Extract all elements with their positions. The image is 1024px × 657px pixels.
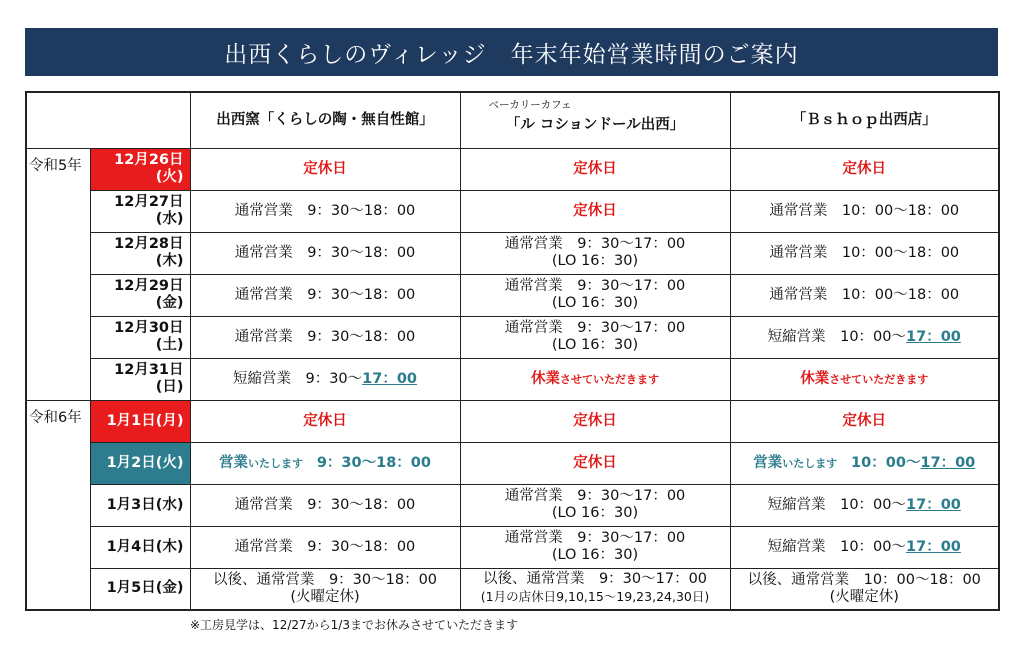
cell-pottery: 通常営業 9：30〜18：00: [190, 232, 460, 274]
era-label-r6: 令和6年: [26, 400, 90, 610]
cell-bakery: [460, 568, 730, 610]
open-hours: 9：30〜18：00: [316, 454, 431, 471]
date-cell: 1月4日(木): [90, 526, 190, 568]
header-blank: [26, 92, 190, 148]
bakery-hours: 通常営業 9：30〜17：00: [504, 278, 686, 294]
date-cell: 12月31日(日): [90, 358, 190, 400]
bakery-hours: 通常営業 9：30〜17：00: [504, 320, 686, 336]
table-row: [26, 358, 999, 400]
cell-pottery: [190, 442, 460, 484]
date-cell: 1月1日(月): [90, 400, 190, 442]
cell-bakery: [460, 526, 730, 568]
table-row: [26, 232, 999, 274]
cell-pottery: [190, 358, 460, 400]
cell-pottery: 定休日: [190, 148, 460, 190]
bakery-hours: 通常営業 9：30〜17：00: [504, 530, 686, 546]
short-hours-end: 17：00: [906, 496, 961, 513]
closed-suffix: させていただきます: [829, 372, 929, 386]
cell-bshop: [730, 484, 999, 526]
cell-bakery: 定休日: [460, 148, 730, 190]
footnote: ※工房見学は、12/27から1/3までお休みさせていただきます: [190, 618, 518, 632]
closed-label: 休業: [800, 370, 830, 387]
table-row: [26, 442, 999, 484]
schedule-table: [25, 91, 1000, 611]
date-cell: 12月26日(火): [90, 148, 190, 190]
bakery-lastorder: (LO 16：30): [551, 295, 639, 311]
shop-header-bshop: 「Ｂｓｈｏｐ出西店」: [730, 92, 999, 148]
cell-pottery: 通常営業 9：30〜18：00: [190, 316, 460, 358]
cell-bakery: [460, 232, 730, 274]
cell-bshop: [730, 568, 999, 610]
short-hours-start: 短縮営業 10：00〜: [767, 496, 907, 513]
cell-bakery: [460, 274, 730, 316]
short-hours-start: 短縮営業 10：00〜: [767, 538, 907, 555]
table-row: [26, 526, 999, 568]
table-row: [26, 400, 999, 442]
bakery-hours: 通常営業 9：30〜17：00: [504, 488, 686, 504]
cell-pottery: 通常営業 9：30〜18：00: [190, 526, 460, 568]
short-hours-end: 17：00: [362, 370, 418, 387]
regular-hours: 以後、通常営業 9：30〜18：00: [212, 571, 438, 588]
cell-bshop: 通常営業 10：00〜18：00: [730, 190, 999, 232]
date-cell: 1月5日(金): [90, 568, 190, 610]
short-hours-start: 短縮営業 9：30〜: [232, 370, 363, 387]
cell-pottery: 定休日: [190, 400, 460, 442]
table-row: [26, 274, 999, 316]
cell-pottery: 通常営業 9：30〜18：00: [190, 190, 460, 232]
open-hours-end: 17：00: [920, 454, 976, 471]
regular-hours: 以後、通常営業 10：00〜18：00: [747, 571, 981, 588]
cell-bakery: 定休日: [460, 190, 730, 232]
bakery-lastorder: (LO 16：30): [551, 337, 639, 353]
closed-label: 休業: [531, 370, 560, 387]
date-cell: 12月28日(木): [90, 232, 190, 274]
era-label-r5: 令和5年: [26, 148, 90, 400]
cell-pottery: [190, 568, 460, 610]
cell-bakery: [460, 484, 730, 526]
table-row: [26, 190, 999, 232]
bakery-hours: 通常営業 9：30〜17：00: [504, 236, 686, 252]
short-hours-start: 短縮営業 10：00〜: [767, 328, 907, 345]
cell-bshop: 通常営業 10：00〜18：00: [730, 274, 999, 316]
cell-bshop: 定休日: [730, 400, 999, 442]
closed-days: (1月の店休日9,10,15〜19,23,24,30日): [480, 589, 710, 605]
date-cell: 12月29日(金): [90, 274, 190, 316]
short-hours-end: 17：00: [906, 538, 961, 555]
table-header-row: [26, 92, 999, 148]
table-row: [26, 316, 999, 358]
bakery-lastorder: (LO 16：30): [551, 547, 639, 563]
cell-bshop: [730, 358, 999, 400]
date-cell: 12月27日(水): [90, 190, 190, 232]
date-cell: 1月3日(水): [90, 484, 190, 526]
cell-bshop: [730, 526, 999, 568]
cell-bshop: 通常営業 10：00〜18：00: [730, 232, 999, 274]
closed-days: (火曜定休): [290, 588, 360, 605]
cell-bakery: 定休日: [460, 400, 730, 442]
bakery-lastorder: (LO 16：30): [551, 253, 639, 269]
closed-days: (火曜定休): [829, 588, 899, 605]
cell-bakery: 定休日: [460, 442, 730, 484]
cell-bshop: [730, 442, 999, 484]
date-cell: 12月30日(土): [90, 316, 190, 358]
bakery-lastorder: (LO 16：30): [551, 505, 639, 521]
page-title: 出西くらしのヴィレッジ 年末年始営業時間のご案内: [25, 28, 998, 76]
open-label: 営業: [219, 454, 249, 471]
open-suffix: いたします: [782, 456, 838, 470]
cell-bakery: [460, 316, 730, 358]
shop-header-bakery: [460, 92, 730, 148]
closed-suffix: させていただきます: [560, 372, 659, 386]
open-label: 営業: [753, 454, 783, 471]
table-row: [26, 148, 999, 190]
open-hours-start: 10：00〜: [851, 454, 921, 471]
open-suffix: いたします: [248, 456, 304, 470]
shop-header-pottery: 出西窯「くらしの陶・無自性館」: [190, 92, 460, 148]
cell-pottery: 通常営業 9：30〜18：00: [190, 484, 460, 526]
cell-bshop: 定休日: [730, 148, 999, 190]
table-row: [26, 484, 999, 526]
regular-hours: 以後、通常営業 9：30〜17：00: [482, 571, 708, 588]
cell-bshop: [730, 316, 999, 358]
cell-bakery: [460, 358, 730, 400]
bakery-name: 「ル コションドール出西」: [505, 116, 685, 133]
short-hours-end: 17：00: [906, 328, 961, 345]
date-cell: 1月2日(火): [90, 442, 190, 484]
bakery-subtitle: ベーカリーカフェ: [488, 99, 572, 111]
cell-pottery: 通常営業 9：30〜18：00: [190, 274, 460, 316]
table-row: [26, 568, 999, 610]
